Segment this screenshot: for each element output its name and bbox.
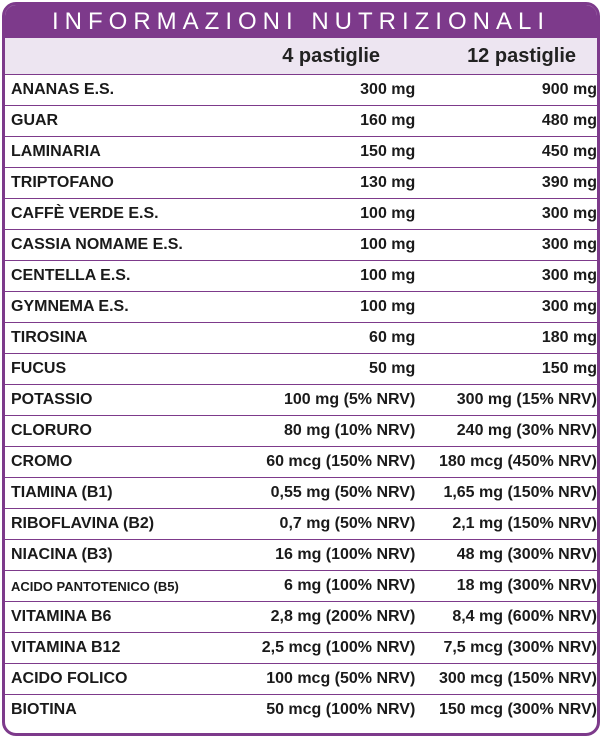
nutrient-name: GYMNEMA E.S.: [11, 298, 129, 315]
table-row: [5, 323, 597, 354]
table-row: [5, 416, 597, 447]
title-bar: [5, 5, 597, 38]
value-4-tablets: 60 mcg (150% NRV): [266, 453, 416, 470]
nutrient-name: VITAMINA B12: [11, 639, 121, 656]
nutrient-name: NIACINA (B3): [11, 546, 113, 563]
value-12-tablets: 18 mg (300% NRV): [456, 577, 597, 594]
nutrient-name: CAFFÈ VERDE E.S.: [11, 205, 159, 222]
value-4-tablets: 300 mg: [360, 81, 416, 98]
nutrient-name: CLORURO: [11, 422, 92, 439]
table-row: [5, 447, 597, 478]
value-12-tablets: 1,65 mg (150% NRV): [443, 484, 597, 501]
value-12-tablets: 48 mg (300% NRV): [456, 546, 597, 563]
value-4-tablets: 50 mcg (100% NRV): [266, 701, 416, 718]
value-4-tablets: 16 mg (100% NRV): [275, 546, 416, 563]
table-row: [5, 230, 597, 261]
table-row: [5, 509, 597, 540]
nutrient-name: VITAMINA B6: [11, 608, 112, 625]
nutrient-name: TRIPTOFANO: [11, 174, 114, 191]
value-12-tablets: 300 mg: [541, 205, 597, 222]
table-row: [5, 168, 597, 199]
table-row: [5, 633, 597, 664]
nutrient-name: ANANAS E.S.: [11, 81, 115, 98]
value-4-tablets: 0,55 mg (50% NRV): [270, 484, 416, 501]
table-row: [5, 75, 597, 106]
nutrient-name: POTASSIO: [11, 391, 93, 408]
value-4-tablets: 50 mg: [369, 360, 416, 377]
value-4-tablets: 2,5 mcg (100% NRV): [261, 639, 416, 656]
value-4-tablets: 130 mg: [360, 174, 416, 191]
value-4-tablets: 100 mg: [360, 298, 416, 315]
value-4-tablets: 6 mg (100% NRV): [283, 577, 416, 594]
nutrient-name: CROMO: [11, 453, 73, 470]
value-12-tablets: 300 mg: [541, 267, 597, 284]
table-row: [5, 602, 597, 633]
nutrient-name: RIBOFLAVINA (B2): [11, 515, 155, 532]
column-header-row: [5, 38, 597, 75]
value-12-tablets: 450 mg: [541, 143, 597, 160]
value-12-tablets: 300 mg: [541, 298, 597, 315]
table-row: [5, 137, 597, 168]
value-12-tablets: 180 mcg (450% NRV): [438, 453, 597, 470]
value-4-tablets: 100 mcg (50% NRV): [266, 670, 416, 687]
table-row: [5, 540, 597, 571]
value-4-tablets: 100 mg: [360, 236, 416, 253]
value-12-tablets: 150 mcg (300% NRV): [438, 701, 597, 718]
value-4-tablets: 100 mg (5% NRV): [283, 391, 416, 408]
value-4-tablets: 160 mg: [360, 112, 416, 129]
table-row: [5, 385, 597, 416]
value-12-tablets: 180 mg: [541, 329, 597, 346]
column-header-12-tablets: 12 pastiglie: [467, 44, 576, 67]
nutrient-name: BIOTINA: [11, 701, 77, 718]
nutrient-name: CASSIA NOMAME E.S.: [11, 236, 183, 253]
value-12-tablets: 300 mg: [541, 236, 597, 253]
table-title: INFORMAZIONI NUTRIZIONALI: [52, 7, 550, 35]
value-12-tablets: 240 mg (30% NRV): [456, 422, 597, 439]
nutrient-name: TIAMINA (B1): [11, 484, 113, 501]
value-4-tablets: 0,7 mg (50% NRV): [279, 515, 416, 532]
value-12-tablets: 300 mg (15% NRV): [456, 391, 597, 408]
nutrient-name: ACIDO PANTOTENICO (B5): [11, 578, 179, 594]
table-row: [5, 261, 597, 292]
column-header-4-tablets: 4 pastiglie: [282, 44, 380, 67]
nutrient-name: LAMINARIA: [11, 143, 101, 160]
value-4-tablets: 150 mg: [360, 143, 416, 160]
table-row: [5, 199, 597, 230]
nutrient-name: ACIDO FOLICO: [11, 670, 128, 687]
table-row: [5, 571, 597, 602]
value-4-tablets: 80 mg (10% NRV): [283, 422, 416, 439]
value-4-tablets: 100 mg: [360, 205, 416, 222]
nutrient-name: GUAR: [11, 112, 59, 129]
table-row: [5, 292, 597, 323]
nutrition-table-panel: [2, 2, 600, 736]
table-row: [5, 664, 597, 695]
nutrient-name: FUCUS: [11, 360, 67, 377]
value-12-tablets: 7,5 mcg (300% NRV): [443, 639, 597, 656]
value-12-tablets: 390 mg: [541, 174, 597, 191]
value-4-tablets: 60 mg: [369, 329, 416, 346]
nutrient-name: CENTELLA E.S.: [11, 267, 131, 284]
value-12-tablets: 8,4 mg (600% NRV): [452, 608, 597, 625]
table-row: [5, 354, 597, 385]
value-4-tablets: 100 mg: [360, 267, 416, 284]
value-12-tablets: 300 mcg (150% NRV): [438, 670, 597, 687]
nutrient-name: TIROSINA: [11, 329, 88, 346]
table-row: [5, 695, 597, 725]
table-row: [5, 478, 597, 509]
value-12-tablets: 150 mg: [541, 360, 597, 377]
value-4-tablets: 2,8 mg (200% NRV): [270, 608, 416, 625]
table-row: [5, 106, 597, 137]
value-12-tablets: 2,1 mg (150% NRV): [452, 515, 597, 532]
table-body: [5, 75, 597, 725]
value-12-tablets: 900 mg: [541, 81, 597, 98]
value-12-tablets: 480 mg: [541, 112, 597, 129]
